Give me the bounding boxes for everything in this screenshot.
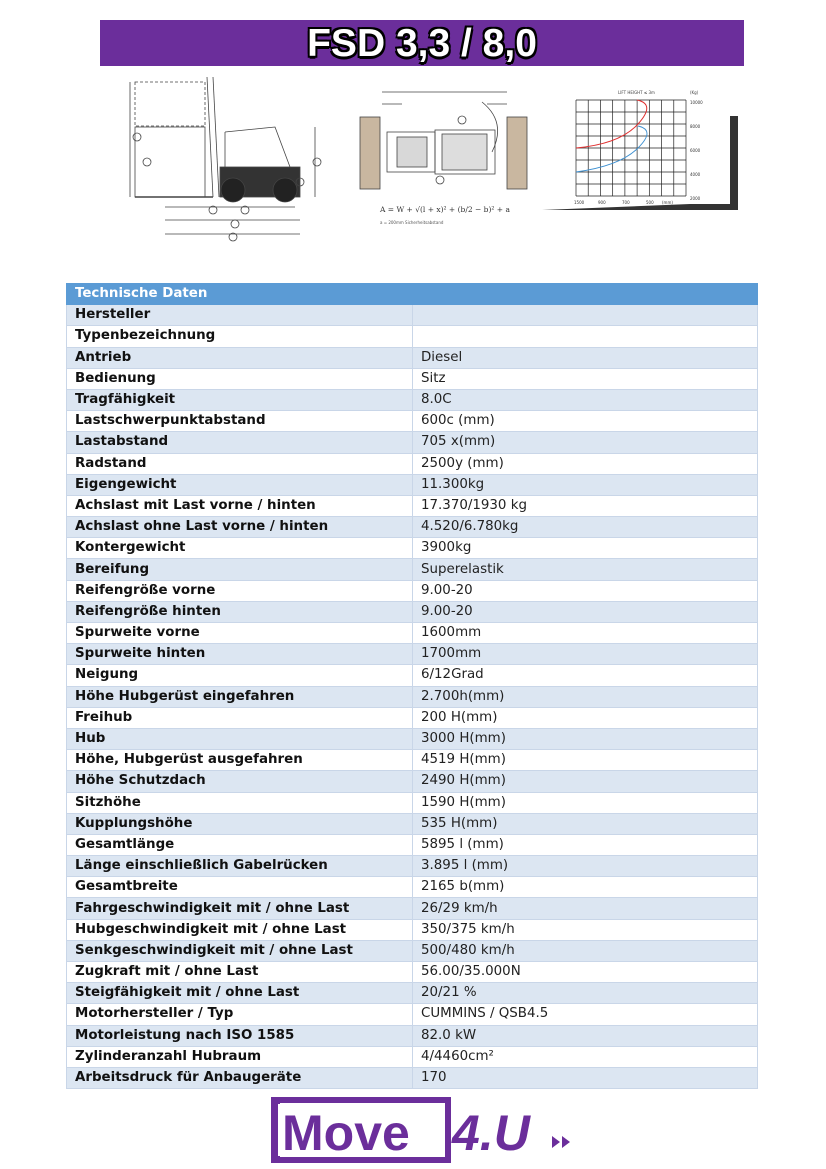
spec-label: Zylinderanzahl Hubraum — [67, 1046, 413, 1067]
spec-label: Hub — [67, 728, 413, 749]
spec-label: Gesamtlänge — [67, 834, 413, 855]
spec-value: 4/4460cm² — [413, 1046, 758, 1067]
move4u-logo — [268, 1096, 578, 1164]
table-row — [67, 940, 758, 961]
spec-value: 4.520/6.780kg — [413, 517, 758, 538]
spec-label: Freihub — [67, 707, 413, 728]
table-row — [67, 326, 758, 347]
spec-value: 5895 l (mm) — [413, 834, 758, 855]
chart-y-tick: 8000 — [690, 124, 701, 129]
table-row — [67, 919, 758, 940]
table-row — [67, 813, 758, 834]
logo-word: Move — [282, 1105, 410, 1161]
spec-label: Spurweite hinten — [67, 644, 413, 665]
spec-value: 2500y (mm) — [413, 453, 758, 474]
chart-unit: (Kg) — [690, 90, 699, 95]
spec-value: Diesel — [413, 347, 758, 368]
spec-label: Kupplungshöhe — [67, 813, 413, 834]
table-row — [67, 750, 758, 771]
table-row — [67, 962, 758, 983]
spec-value: 6/12Grad — [413, 665, 758, 686]
spec-value: 3000 H(mm) — [413, 728, 758, 749]
table-row — [67, 474, 758, 495]
spec-value: 600c (mm) — [413, 411, 758, 432]
chart-x-tick: 900 — [598, 200, 606, 205]
chart-x-tick: (mm) — [662, 200, 673, 205]
spec-label: Bereifung — [67, 559, 413, 580]
spec-value: 26/29 km/h — [413, 898, 758, 919]
table-row — [67, 623, 758, 644]
spec-label: Radstand — [67, 453, 413, 474]
spec-label: Lastabstand — [67, 432, 413, 453]
spec-value: 535 H(mm) — [413, 813, 758, 834]
spec-label: Motorleistung nach ISO 1585 — [67, 1025, 413, 1046]
spec-value: 2165 b(mm) — [413, 877, 758, 898]
table-row — [67, 1025, 758, 1046]
spec-table-header-value — [413, 284, 758, 305]
aisle-formula: A = W + √(l + x)² + (b/2 − b)² + a — [380, 205, 510, 214]
table-row — [67, 368, 758, 389]
spec-label: Motorhersteller / Typ — [67, 1004, 413, 1025]
table-row — [67, 559, 758, 580]
title-bar — [100, 20, 744, 66]
table-row — [67, 1067, 758, 1088]
table-row — [67, 411, 758, 432]
spec-label: Länge einschließlich Gabelrücken — [67, 856, 413, 877]
table-row — [67, 495, 758, 516]
page-title: FSD 3,3 / 8,0 — [307, 22, 537, 65]
chart-y-tick: 4000 — [690, 172, 701, 177]
table-row — [67, 834, 758, 855]
spec-label: Kontergewicht — [67, 538, 413, 559]
spec-value: Superelastik — [413, 559, 758, 580]
spec-label: Neigung — [67, 665, 413, 686]
spec-value: 9.00-20 — [413, 580, 758, 601]
spec-value: 56.00/35.000N — [413, 962, 758, 983]
spec-value — [413, 326, 758, 347]
spec-label: Spurweite vorne — [67, 623, 413, 644]
spec-label: Höhe Hubgerüst eingefahren — [67, 686, 413, 707]
table-row — [67, 792, 758, 813]
table-row — [67, 432, 758, 453]
forklift-side-view-diagram — [125, 72, 330, 242]
spec-value — [413, 305, 758, 326]
spec-value: 350/375 km/h — [413, 919, 758, 940]
spec-value: 500/480 km/h — [413, 940, 758, 961]
logo-suffix: 4.U — [452, 1105, 530, 1161]
table-row — [67, 389, 758, 410]
chart-x-tick: 500 — [646, 200, 654, 205]
spec-label: Antrieb — [67, 347, 413, 368]
spec-value: 20/21 % — [413, 983, 758, 1004]
spec-label: Tragfähigkeit — [67, 389, 413, 410]
spec-label: Reifengröße hinten — [67, 601, 413, 622]
spec-value: Sitz — [413, 368, 758, 389]
forklift-top-view-diagram — [342, 82, 537, 232]
spec-label: Fahrgeschwindigkeit mit / ohne Last — [67, 898, 413, 919]
table-row — [67, 728, 758, 749]
spec-value: 4519 H(mm) — [413, 750, 758, 771]
spec-label: Steigfähigkeit mit / ohne Last — [67, 983, 413, 1004]
table-row — [67, 538, 758, 559]
spec-label: Zugkraft mit / ohne Last — [67, 962, 413, 983]
spec-label: Typenbezeichnung — [67, 326, 413, 347]
chart-x-tick: 700 — [622, 200, 630, 205]
spec-label: Reifengröße vorne — [67, 580, 413, 601]
spec-label: Arbeitsdruck für Anbaugeräte — [67, 1067, 413, 1088]
chart-x-ticks — [574, 200, 673, 205]
spec-table-header-label: Technische Daten — [67, 284, 413, 305]
table-row — [67, 601, 758, 622]
spec-label: Sitzhöhe — [67, 792, 413, 813]
spec-label: Senkgeschwindigkeit mit / ohne Last — [67, 940, 413, 961]
spec-label: Hersteller — [67, 305, 413, 326]
spec-value: 11.300kg — [413, 474, 758, 495]
table-row — [67, 898, 758, 919]
table-row — [67, 1004, 758, 1025]
chart-x-tick: 1500 — [574, 200, 585, 205]
table-row — [67, 771, 758, 792]
spec-value: 2490 H(mm) — [413, 771, 758, 792]
table-row — [67, 983, 758, 1004]
table-row — [67, 347, 758, 368]
table-row — [67, 453, 758, 474]
spec-value: 170 — [413, 1067, 758, 1088]
spec-value: 1590 H(mm) — [413, 792, 758, 813]
spec-label: Höhe Schutzdach — [67, 771, 413, 792]
table-row — [67, 305, 758, 326]
chart-y-tick: 10000 — [690, 100, 703, 105]
spec-label: Achslast ohne Last vorne / hinten — [67, 517, 413, 538]
spec-label: Bedienung — [67, 368, 413, 389]
chart-lift-label: LIFT HEIGHT ≤ 3m — [618, 90, 655, 95]
spec-value: 200 H(mm) — [413, 707, 758, 728]
spec-label: Eigengewicht — [67, 474, 413, 495]
table-row — [67, 1046, 758, 1067]
spec-value: 8.0C — [413, 389, 758, 410]
table-row — [67, 665, 758, 686]
table-row — [67, 517, 758, 538]
chart-y-ticks — [690, 100, 703, 201]
spec-label: Achslast mit Last vorne / hinten — [67, 495, 413, 516]
spec-value: 9.00-20 — [413, 601, 758, 622]
table-row — [67, 877, 758, 898]
aisle-formula-note: a = 200mm Sicherheitsabstand — [380, 220, 444, 225]
chart-grid — [576, 100, 686, 196]
spec-value: 1700mm — [413, 644, 758, 665]
spec-value: 1600mm — [413, 623, 758, 644]
table-row — [67, 686, 758, 707]
spec-table — [66, 283, 758, 1089]
load-chart — [540, 86, 745, 214]
spec-value: 2.700h(mm) — [413, 686, 758, 707]
table-row — [67, 856, 758, 877]
table-row — [67, 707, 758, 728]
logo-chevrons — [552, 1136, 570, 1148]
spec-label: Höhe, Hubgerüst ausgefahren — [67, 750, 413, 771]
spec-value: CUMMINS / QSB4.5 — [413, 1004, 758, 1025]
spec-value: 3.895 l (mm) — [413, 856, 758, 877]
spec-value: 705 x(mm) — [413, 432, 758, 453]
spec-table-header — [67, 284, 758, 305]
chart-curve-blue — [576, 126, 647, 172]
spec-value: 82.0 kW — [413, 1025, 758, 1046]
table-row — [67, 580, 758, 601]
chart-y-tick: 2000 — [690, 196, 701, 201]
spec-label: Hubgeschwindigkeit mit / ohne Last — [67, 919, 413, 940]
chart-y-tick: 6000 — [690, 148, 701, 153]
spec-value: 3900kg — [413, 538, 758, 559]
table-row — [67, 644, 758, 665]
spec-label: Gesamtbreite — [67, 877, 413, 898]
spec-label: Lastschwerpunktabstand — [67, 411, 413, 432]
spec-value: 17.370/1930 kg — [413, 495, 758, 516]
